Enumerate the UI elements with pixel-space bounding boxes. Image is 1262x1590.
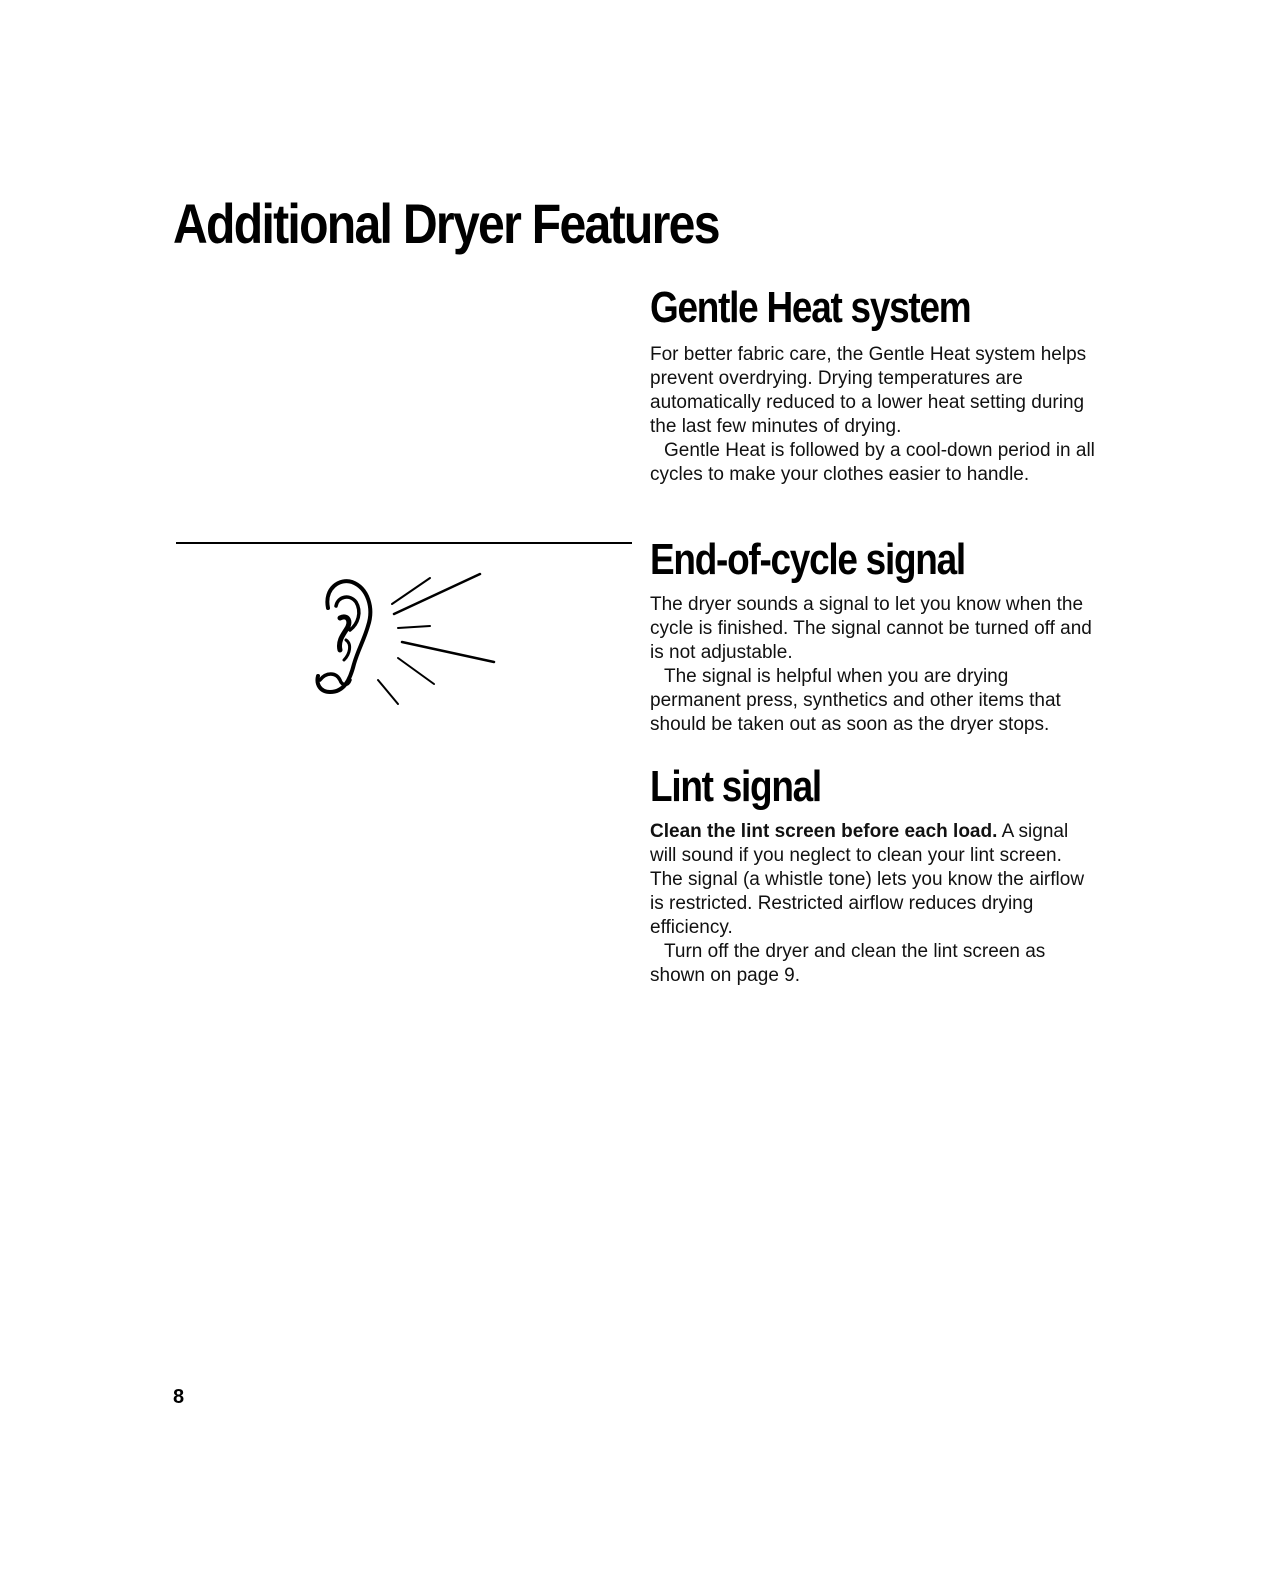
page-title: Additional Dryer Features [173,192,719,255]
paragraph: The signal is helpful when you are drying permanent press, synthetics and other items that should be taken out as soon as the dryer stops. [650,666,1061,735]
paragraph-text: A signal will sound if you neglect to clean your lint screen. The signal (a whistle tone) lets you know the airflow is restricted. Restricted airflow reduces drying efficiency. [650,821,1085,938]
paragraph: For better fabric care, the Gentle Heat system helps prevent overdrying. Drying temperatures are automatically reduced to a lower heat setting during the last few minutes of drying. [650,344,1087,437]
section-divider [176,542,632,544]
ear-with-sound-waves-icon [310,568,500,708]
lint-signal-section [650,762,1095,988]
paragraph [650,820,1095,940]
bold-lead-sentence: Clean the lint screen before each load. [650,821,998,842]
section-title: Lint signal [650,762,821,811]
paragraph: Turn off the dryer and clean the lint screen as shown on page 9. [650,941,1046,986]
gentle-heat-section [650,283,1095,487]
end-of-cycle-signal-section [650,535,1095,737]
section-title: End-of-cycle signal [650,535,965,584]
page-number: 8 [173,1386,185,1408]
paragraph: The dryer sounds a signal to let you know when the cycle is finished. The signal cannot be turned off and is not adjustable. [650,594,1092,663]
paragraph: Gentle Heat is followed by a cool-down period in all cycles to make your clothes easier to handle. [650,440,1095,485]
section-title: Gentle Heat system [650,283,971,332]
